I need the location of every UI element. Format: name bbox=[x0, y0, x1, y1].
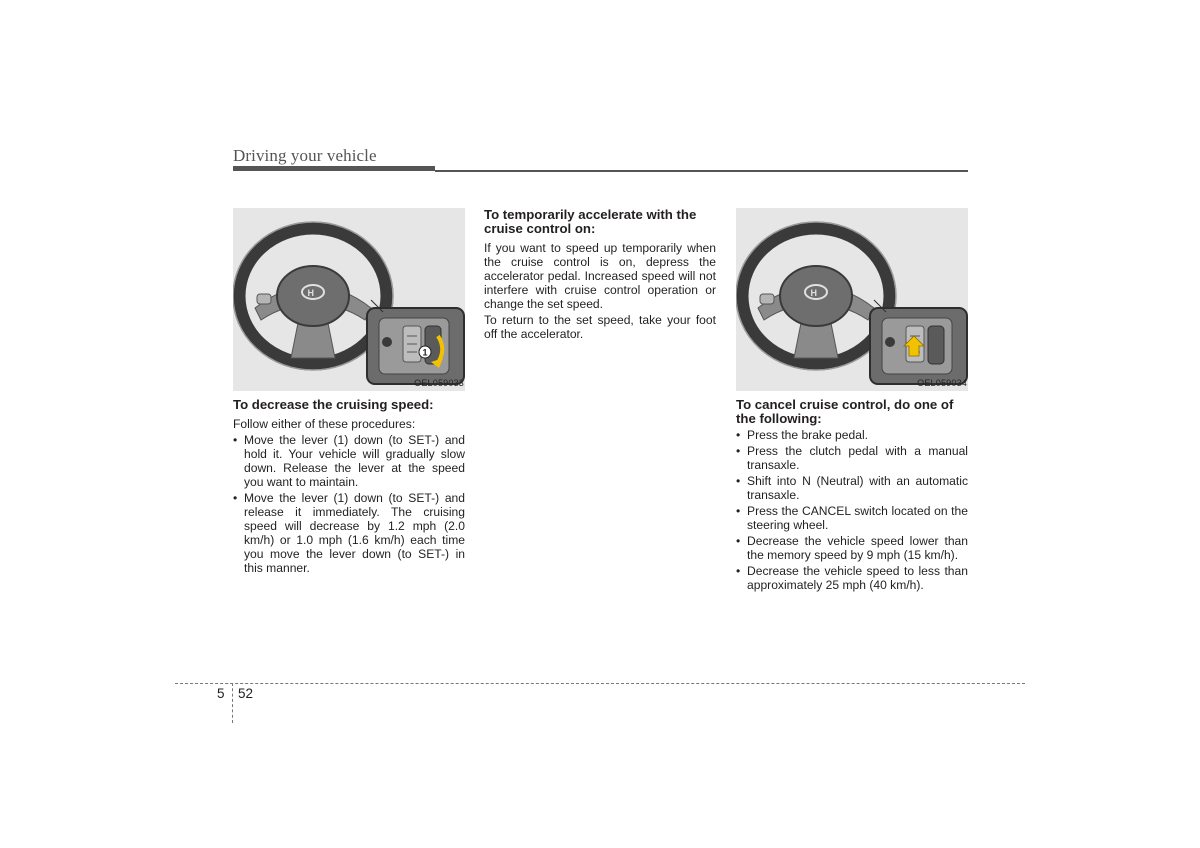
chapter-number: 5 bbox=[217, 686, 225, 701]
figure-code: OEL059033 bbox=[414, 378, 464, 388]
decrease-speed-intro: Follow either of these procedures: bbox=[233, 417, 416, 431]
decrease-speed-list bbox=[233, 433, 465, 575]
list-item: • Press the clutch pedal with a manual transaxle. bbox=[736, 444, 968, 472]
column-right bbox=[736, 208, 968, 594]
callout-number: 1 bbox=[422, 347, 428, 358]
list-item: • Decrease the vehicle speed lower than the memory speed by 9 mph (15 km/h). bbox=[736, 534, 968, 562]
figure-code: OEL059034 bbox=[917, 378, 967, 388]
svg-text:H: H bbox=[307, 288, 314, 298]
cancel-cruise-heading: To cancel cruise control, do one of the following: bbox=[736, 397, 954, 426]
accelerate-paragraph: If you want to speed up temporarily when the cruise control is on, depress the accelerator pedal. Increased speed will not interfere with cruise control operation or change the set speed. bbox=[484, 241, 716, 311]
section-title: Driving your vehicle bbox=[233, 146, 377, 165]
column-left bbox=[233, 208, 465, 577]
accelerate-paragraph: To return to the set speed, take your foot off the accelerator. bbox=[484, 313, 716, 341]
page-number: 52 bbox=[238, 686, 254, 701]
cancel-cruise-list bbox=[736, 428, 968, 592]
steering-wheel-illustration bbox=[233, 208, 465, 391]
footer-page-divider bbox=[232, 683, 233, 723]
list-item: • Move the lever (1) down (to SET-) and hold it. Your vehicle will gradually slow down. Release the lever at the speed you want to maintain. bbox=[233, 433, 465, 489]
list-item: • Press the brake pedal. bbox=[736, 428, 968, 442]
list-item: • Shift into N (Neutral) with an automatic transaxle. bbox=[736, 474, 968, 502]
accelerate-heading: To temporarily accelerate with the cruise control on: bbox=[484, 207, 697, 236]
header-rule-thick bbox=[233, 166, 435, 171]
steering-wheel-figure-right bbox=[736, 208, 968, 391]
decrease-speed-heading: To decrease the cruising speed: bbox=[233, 397, 434, 412]
steering-wheel-illustration bbox=[736, 208, 968, 391]
list-item: • Move the lever (1) down (to SET-) and release it immediately. The cruising speed will decrease by 1.2 mph (2.0 km/h) or 1.0 mph (1.6 km/h) each time you move the lever down (to SET-) in this manner. bbox=[233, 491, 465, 575]
column-middle bbox=[484, 208, 716, 341]
steering-wheel-figure-left bbox=[233, 208, 465, 391]
list-item: • Press the CANCEL switch located on the steering wheel. bbox=[736, 504, 968, 532]
svg-text:H: H bbox=[810, 288, 817, 298]
footer-divider bbox=[175, 683, 1025, 684]
header-rule-thin bbox=[435, 170, 968, 172]
list-item: • Decrease the vehicle speed to less than approximately 25 mph (40 km/h). bbox=[736, 564, 968, 592]
